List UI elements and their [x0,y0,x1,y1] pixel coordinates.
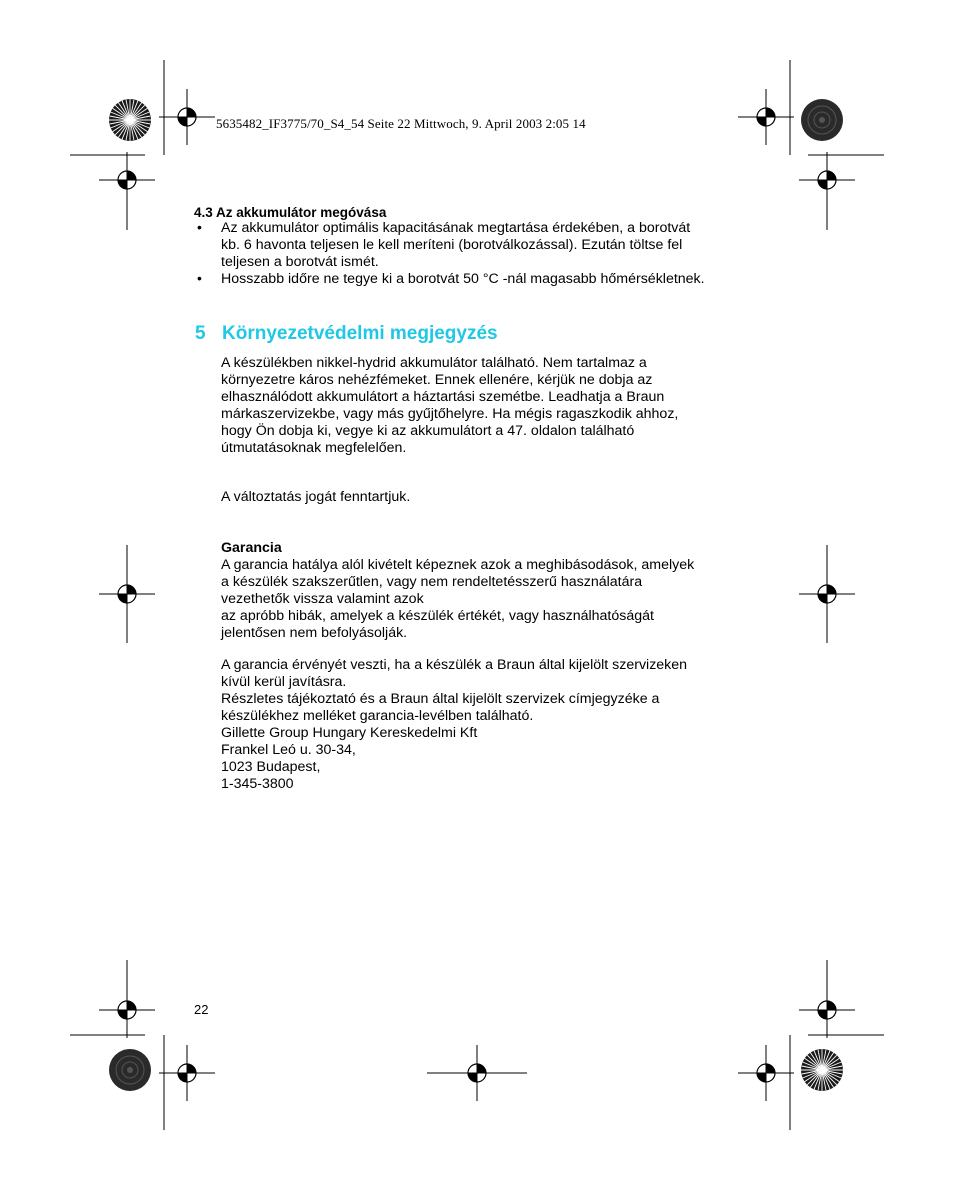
text-line: útmutatásoknak megfelelően. [221,440,407,456]
registration-mark-icon [159,1045,215,1101]
registration-mark-icon [159,89,215,145]
text-line: készülékhez melléket garancia-levélben található. [221,708,534,724]
registration-mark-icon [99,152,155,208]
section-heading [195,323,498,345]
text-line: hogy Ön dobja ki, vegye ki az akkumulátort a 47. oldalon található [221,423,635,439]
section-title: Környezetvédelmi megjegyzés [222,323,498,344]
text-line: elhasználódott akkumulátort a háztartási szemétbe. Leadhatja a Braun [221,389,665,405]
bullet-item [221,220,781,271]
subsection-title: 4.3 Az akkumulátor megóvása [194,205,387,220]
warranty-paragraph [221,557,781,642]
text-line: Hosszabb időre ne tegye ki a borotvát 50 °C -nál magasabb hőmérsékletnek. [221,271,705,287]
text-line: kb. 6 havonta teljesen le kell meríteni (borotválkozással). Ezután töltse fel [221,237,683,253]
text-line: Gillette Group Hungary Kereskedelmi Kft [221,725,478,741]
disc-target-icon [801,99,843,141]
text-line: Az akkumulátor optimális kapacitásának megtartása érdekében, a borotvát [221,220,691,236]
environment-paragraph [221,355,781,457]
registration-mark-icon [799,152,855,208]
text-line: vezethetők vissza valamint azok [221,591,424,607]
star-target-icon [801,1049,843,1091]
text-line: A garancia hatálya alól kivételt képeznek azok a meghibásodások, amelyek [221,557,695,573]
registration-mark-icon [799,566,855,622]
star-target-icon [109,99,151,141]
text-line: az apróbb hibák, amelyek a készülék értékét, vagy használhatóságát [221,608,654,624]
text-line: márkaszervizekbe, vagy más gyűjtőhelyre. Ha mégis ragaszkodik ahhoz, [221,406,679,422]
print-slug: 5635482_IF3775/70_S4_54 Seite 22 Mittwoch, 9. April 2003 2:05 14 [216,116,586,131]
registration-mark-icon [99,982,155,1038]
registration-mark-icon [99,566,155,622]
text-line: A készülékben nikkel-hydrid akkumulátor található. Nem tartalmaz a [221,355,647,371]
text-line: 1023 Budapest, [221,759,321,775]
text-line: a készülék szakszerűtlen, vagy nem rendeltetésszerű használatára [221,574,643,590]
bullet-icon: • [197,219,202,235]
text-line: jelentősen nem befolyásolják. [221,625,408,641]
text-line: A garancia érvényét veszti, ha a készülék a Braun által kijelölt szervizeken [221,657,688,673]
text-line: Részletes tájékoztató és a Braun által kijelölt szervizek címjegyzéke a [221,691,660,707]
text-line: kívül kerül javításra. [221,674,347,690]
registration-mark-icon [738,89,794,145]
warranty-service-paragraph [221,657,781,793]
text-line: környezetre káros nehézfémeket. Ennek ellenére, kérjük ne dobja az [221,372,653,388]
text-line: Frankel Leó u. 30-34, [221,742,356,758]
text-line: teljesen a borotvát ismét. [221,254,379,270]
section-number: 5 [195,323,206,344]
page-number: 22 [194,1002,209,1017]
reservation-note: A változtatás jogát fenntartjuk. [221,489,411,505]
registration-mark-icon [738,1045,794,1101]
registration-mark-icon [799,982,855,1038]
bullet-item [221,271,781,288]
warranty-title: Garancia [221,540,282,556]
text-line: 1-345-3800 [221,776,294,792]
disc-target-icon [109,1049,151,1091]
bullet-icon: • [197,270,202,286]
